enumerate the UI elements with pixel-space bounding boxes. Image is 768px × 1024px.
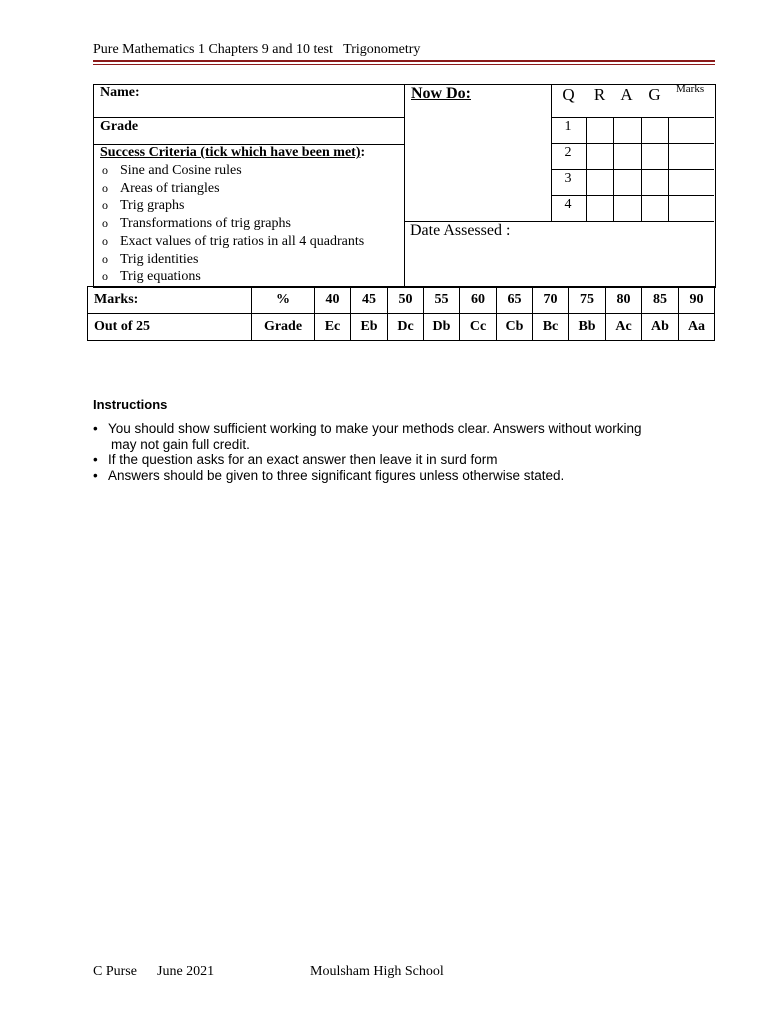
- question-number: 2: [564, 145, 572, 160]
- criteria-item: o Trig identities: [102, 251, 199, 267]
- qrag-grid-line: [551, 195, 714, 196]
- question-number: 3: [564, 171, 572, 186]
- instruction-item: • Answers should be given to three significant figures unless otherwise stated.: [93, 467, 565, 483]
- table-row: [88, 287, 715, 314]
- table-cell: Eb: [351, 314, 388, 341]
- criteria-item: o Trig graphs: [102, 198, 185, 214]
- qrag-grid-line: [551, 169, 714, 170]
- table-cell: Ac: [606, 314, 642, 341]
- question-number: 4: [564, 197, 572, 212]
- now-do-label: Now Do:: [411, 85, 471, 102]
- circle-bullet-icon: o: [102, 216, 108, 231]
- table-cell: 70: [533, 287, 569, 314]
- question-number: 1: [564, 119, 572, 134]
- table-cell: Db: [424, 314, 460, 341]
- bullet-icon: •: [93, 452, 98, 467]
- table-cell: 65: [497, 287, 533, 314]
- circle-bullet-icon: o: [102, 198, 108, 213]
- criteria-item: o Transformations of trig graphs: [102, 216, 291, 232]
- table-cell: 55: [424, 287, 460, 314]
- table-cell: Cc: [460, 314, 497, 341]
- table-cell: Ab: [642, 314, 679, 341]
- table-cell: 75: [569, 287, 606, 314]
- instruction-item: • You should show sufficient working to make your methods clear. Answers without working may not gain full credit.: [93, 421, 642, 452]
- instructions-list: [93, 421, 693, 483]
- bullet-icon: •: [93, 421, 98, 436]
- criteria-item: o Trig equations: [102, 269, 201, 285]
- table-cell: 40: [315, 287, 351, 314]
- instruction-item: • If the question asks for an exact answer then leave it in surd form: [93, 452, 498, 467]
- name-row-divider: [93, 117, 404, 118]
- criteria-item: o Areas of triangles: [102, 180, 220, 196]
- table-cell: 50: [388, 287, 424, 314]
- table-cell: 80: [606, 287, 642, 314]
- circle-bullet-icon: o: [102, 180, 108, 195]
- date-assessed-label: Date Assessed :: [410, 222, 511, 239]
- circle-bullet-icon: o: [102, 251, 108, 266]
- name-label: Name:: [100, 85, 140, 100]
- circle-bullet-icon: o: [102, 233, 108, 248]
- grade-label: Grade: [100, 119, 139, 134]
- table-row: [88, 314, 715, 341]
- footer-author: C Purse: [93, 964, 137, 979]
- table-cell: Ec: [315, 314, 351, 341]
- success-criteria-list: [102, 162, 364, 286]
- qrag-grid-line: [551, 117, 714, 118]
- header-rule-thick: [93, 60, 715, 62]
- table-cell: Dc: [388, 314, 424, 341]
- table-cell: 45: [351, 287, 388, 314]
- table-cell: Bc: [533, 314, 569, 341]
- table-cell: 60: [460, 287, 497, 314]
- circle-bullet-icon: o: [102, 163, 108, 177]
- success-criteria-heading: Success Criteria (tick which have been met): [100, 145, 361, 160]
- table-cell: Marks:: [88, 287, 252, 314]
- footer-school: Moulsham High School: [310, 964, 444, 979]
- qrag-header-q: Q: [562, 85, 575, 104]
- qrag-header-a: A: [620, 85, 633, 104]
- success-criteria-title: [100, 145, 365, 161]
- criteria-item: o Sine and Cosine rules: [102, 163, 242, 178]
- bullet-icon: •: [93, 467, 98, 483]
- qrag-header-marks: Marks: [676, 83, 705, 95]
- qrag-header-g: G: [648, 85, 661, 104]
- table-cell: Out of 25: [88, 314, 252, 341]
- cover-divider-vertical: [404, 84, 405, 287]
- table-cell: Bb: [569, 314, 606, 341]
- table-cell: Aa: [679, 314, 715, 341]
- instructions-title: Instructions: [93, 397, 168, 412]
- page-header-title: Pure Mathematics 1 Chapters 9 and 10 test Trigonometry: [93, 42, 421, 57]
- table-cell: 90: [679, 287, 715, 314]
- header-rule-thin: [93, 64, 715, 65]
- table-cell: %: [252, 287, 315, 314]
- table-cell: Cb: [497, 314, 533, 341]
- table-cell: 85: [642, 287, 679, 314]
- qrag-header-r: R: [593, 85, 606, 104]
- grade-boundaries-table: [87, 286, 715, 341]
- criteria-item: o Exact values of trig ratios in all 4 quadrants: [102, 233, 365, 249]
- qrag-grid-line: [551, 143, 714, 144]
- table-cell: Grade: [252, 314, 315, 341]
- success-criteria-colon: :: [360, 145, 366, 160]
- circle-bullet-icon: o: [102, 269, 108, 284]
- footer-date: June 2021: [157, 964, 215, 979]
